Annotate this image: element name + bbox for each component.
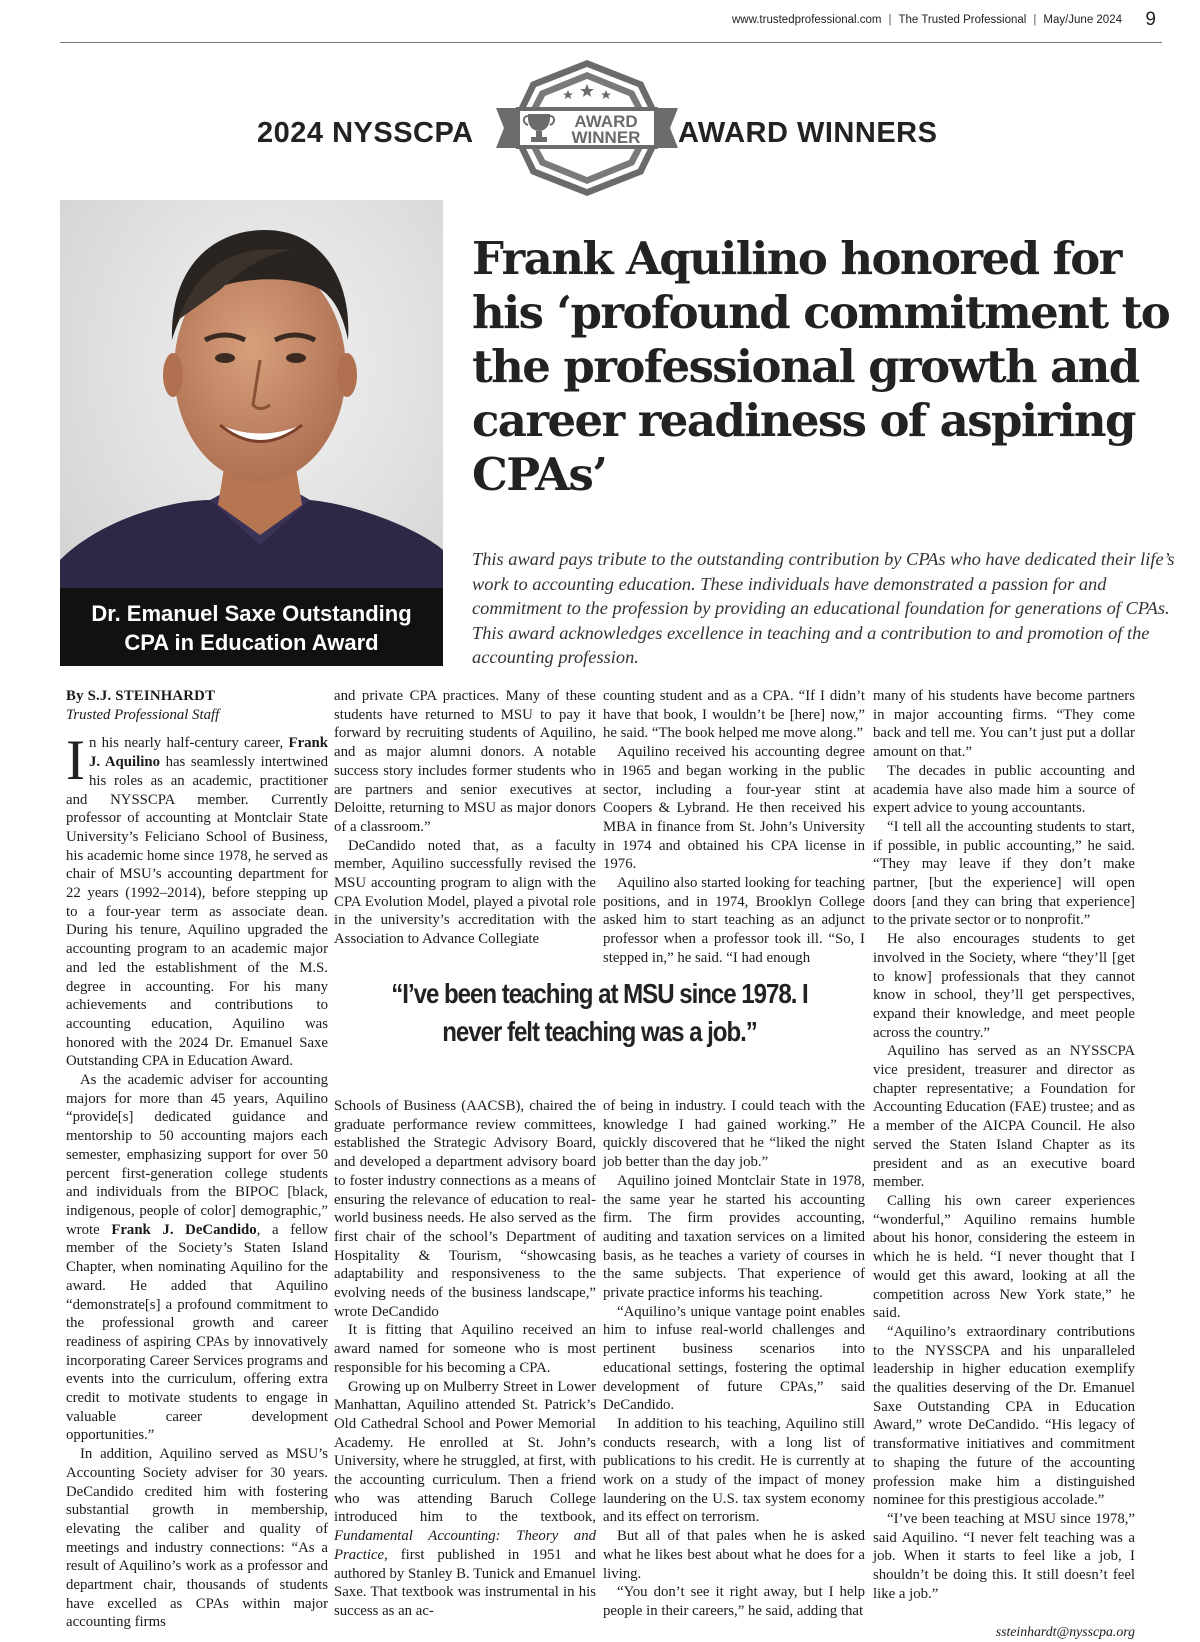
article-column-3-bottom <box>603 1097 865 1621</box>
name-bold: Frank J. Aquilino <box>88 735 328 771</box>
website-link[interactable]: www.trustedprofessional.com <box>731 14 882 26</box>
paragraph: Aquilino has served as an NYSSCPA vice president, treasurer and director as chapter representative; a Foundation for Accounting Education (FAE) trustee; and as a member of the AICPA Council. He also served the Staten Island Chapter as its president and as an executive board member. <box>873 1043 1135 1191</box>
running-header: www.trustedprofessional.com | The Trusted Professional | May/June 2024 <box>731 14 1122 26</box>
page-number: 9 <box>1145 9 1156 30</box>
header-divider <box>60 42 1162 43</box>
paragraph: He also encourages students to get involved in the Society, where “they’ll [get to know] professionals that they cannot know in school, they’ll get perspectives, expand their knowledge, and meet people across the country.” <box>873 931 1135 1041</box>
paragraph: and private CPA practices. Many of these students have returned to MSU to pay it forward by recruiting students of Aquilino, and as major alumni donors. A notable success story includes former students who are partners and senior executives at Deloitte, returning to MSU as major donors of a classroom.” <box>334 688 596 835</box>
paragraph: counting student and as a CPA. “If I didn’t have that book, I wouldn’t be [here] now,” he said. “The book helped me move along.” <box>603 688 865 742</box>
pull-quote: “I’ve been teaching at MSU since 1978. I never felt teaching was a job.” <box>391 978 808 1047</box>
drop-cap: I <box>66 729 85 793</box>
article-column-2-bottom <box>334 1097 596 1621</box>
banner-right-text: AWARD WINNERS <box>678 117 938 149</box>
badge-line2: WINNER <box>571 128 641 147</box>
paragraph: It is fitting that Aquilino received an award named for someone who is most responsible for his becoming a CPA. <box>334 1322 596 1376</box>
article-column-1 <box>66 687 328 1632</box>
article-headline: Frank Aquilino honored for his ‘profound commitment to the professional growth and career readiness of aspiring CPAs’ <box>472 232 1170 501</box>
article-deck: This award pays tribute to the outstanding contribution by CPAs who have dedicated their life’s work to accounting education. These individuals have demonstrated a passion for and commitment to the profession by providing an educational foundation for generations of CPAs. This award acknowledges excellence in teaching and a contribution to and promotion of the accounting profession. <box>472 549 1175 667</box>
issue-date: May/June 2024 <box>1043 14 1122 26</box>
award-caption-line2: CPA in Education Award <box>124 630 379 655</box>
paragraph: In addition, Aquilino served as MSU’s Accounting Society adviser for 30 years. DeCandido credited him with fostering substantial growth in membership, elevating the caliber and quality of meetings and industry connections: “As a result of Aquilino’s work as a professor and department chair, thousands of students have excelled as CPAs within major accounting firms <box>66 1446 328 1631</box>
award-caption-line1: Dr. Emanuel Saxe Outstanding <box>91 601 412 626</box>
paragraph: Aquilino also started looking for teaching positions, and in 1974, Brooklyn College asked him to start teaching as an adjunct professor when a professor took ill. “So, I stepped in,” he said. “I had enough <box>603 875 865 966</box>
author-email[interactable]: ssteinhardt@nysscpa.org <box>995 1624 1135 1640</box>
publication-name: The Trusted Professional <box>898 14 1027 26</box>
byline-staff: Trusted Professional Staff <box>66 706 220 723</box>
paragraph: In his nearly half-century career, Frank J. Aquilino has seamlessly intertwined his roles as an academic, practitioner and NYSSCPA member. Currently professor of accounting at Montclair State University’s Feliciano School of Business, his academic home since 1978, he served as chair of MSU’s accounting department for 22 years (1992–2014), before stepping up to a four-year term as associate dean. During his tenure, Aquilino upgraded the accounting program to an academic major and led the establishment of the M.S. degree in accounting. For his many achievements and contributions to accounting education, Aquilino was honored with the 2024 Dr. Emanuel Saxe Outstanding CPA in Education Award. <box>66 729 328 1070</box>
badge-line1: AWARD <box>574 112 638 131</box>
article-column-2-top <box>334 687 596 949</box>
article-column-3-top <box>603 687 865 968</box>
paragraph: “Aquilino’s extraordinary contributions to the NYSSCPA and his unparalleled leadership in higher education exemplify the qualities deserving of the Dr. Emanuel Saxe Outstanding CPA in Education Award,” wrote DeCandido. “His legacy of transformative initiatives and commitment to shaping the future of the accounting profession make him a distinguished nominee for this prestigious accolade.” <box>873 1323 1135 1509</box>
paragraph: Calling his own career experiences “wonderful,” Aquilino remains humble about his honor, considering the esteem in which he is held. “I never thought that I would get this award, looking at all the competition across New York state,” he said. <box>873 1192 1135 1322</box>
paragraph: DeCandido noted that, as a faculty member, Aquilino successfully revised the MSU accounting program to align with the CPA Evolution Model, played a pivotal role in the university’s accreditation with the Association to Advance Collegiate <box>334 837 596 948</box>
paragraph: Aquilino joined Montclair State in 1978, the same year he started his accounting firm. The firm provides accounting, auditing and taxation services on a limited basis, as he teaches a variety of courses in the same subjects. That experience of private practice informs his teaching. <box>603 1172 865 1302</box>
award-winner-badge <box>496 58 678 198</box>
paragraph: Growing up on Mulberry Street in Lower Manhattan, Aquilino attended St. Patrick’s Old Cathedral School and Power Memorial Academy. He enrolled at St. John’s University, where he struggled, at first, with the accounting curriculum. Then a friend who was attending Baruch College introduced him to the textbook, Fundamental Accounting: Theory and Practice, first published in 1951 and authored by Stanley B. Tunick and Emanuel Saxe. That textbook was instrumental in his success as an ac- <box>334 1378 596 1619</box>
paragraph: As the academic adviser for accounting majors for more than 45 years, Aquilino “provide[s] dedicated guidance and mentorship to 50 accounting majors each semester, emphasizing support for over 50 percent first-generation college students and individuals from the BIPOC [black, indigenous, people of color] demographic,” wrote Frank J. DeCandido, a fellow member of the Society’s Staten Island Chapter, when nominating Aquilino for the award. He added that Aquilino “demonstrate[s] a profound commitment to the professional growth and career readiness of aspiring CPAs by innovatively incorporating Career Services programs and events into the curriculum, offering extra credit to motivate students to engage in valuable career development opportunities.” <box>66 1072 329 1444</box>
paragraph: “I tell all the accounting students to start, if possible, in public accounting,” he said. “They may leave if they don’t make partner, [but the experience] will open doors [and they can bring that experience] to the private sector or to nonprofit.” <box>873 818 1135 929</box>
banner-left-text: 2024 NYSSCPA <box>257 117 474 149</box>
paragraph: Aquilino received his accounting degree in 1965 and began working in the public sector, including a four-year stint at Coopers & Lybrand. He then received his MBA in finance from St. John’s University in 1974 and obtained his CPA license in 1976. <box>603 744 865 873</box>
paragraph: But all of that pales when he is asked what he likes best about what he does for a living. <box>603 1528 865 1582</box>
paragraph: of being in industry. I could teach with the knowledge I had gained working.” He quickly discovered that he “liked the night job better than the day job.” <box>603 1098 865 1171</box>
award-caption <box>60 588 443 666</box>
paragraph: The decades in public accounting and academia have also made him a source of expert advice to young accountants. <box>873 762 1135 817</box>
paragraph: In addition to his teaching, Aquilino still conducts research, with a long list of publications to his credit. He is currently at work on a study of the impact of money laundering on the U.S. tax system economy and its effect on terrorism. <box>603 1415 865 1526</box>
paragraph: many of his students have become partners in major accounting firms. “They come back and tell me. You can’t just put a dollar amount on that.” <box>873 688 1135 761</box>
paragraph: “You don’t see it right away, but I help people in their careers,” he said, adding that <box>603 1584 865 1619</box>
portrait-photo <box>60 200 443 666</box>
paragraph: Schools of Business (AACSB), chaired the graduate performance review committees, established the Strategic Advisory Board, and developed a department advisory board to foster industry connections as a means of ensuring the relevance of education to real-world business needs. He also served as the first chair of the school’s Department of Hospitality & Tourism, “showcasing adaptability and responsiveness to the evolving needs of the business landscape,” wrote DeCandido <box>334 1098 596 1320</box>
article-column-4 <box>873 687 1135 1642</box>
name-bold: Frank J. DeCandido <box>111 1221 257 1238</box>
paragraph: “Aquilino’s unique vantage point enables him to infuse real-world challenges and pertinent business scenarios into educational settings, fostering the optimal development of future CPAs,” said DeCandido. <box>603 1303 865 1414</box>
paragraph: “I’ve been teaching at MSU since 1978,” said Aquilino. “I never felt teaching was a job. When it starts to feel like a job, I shouldn’t be doing this. It still doesn’t feel like a job.” <box>873 1510 1135 1602</box>
book-title: Fundamental Accounting: Theory and Practice <box>334 1528 596 1563</box>
byline: By S.J. STEINHARDT <box>66 688 216 704</box>
